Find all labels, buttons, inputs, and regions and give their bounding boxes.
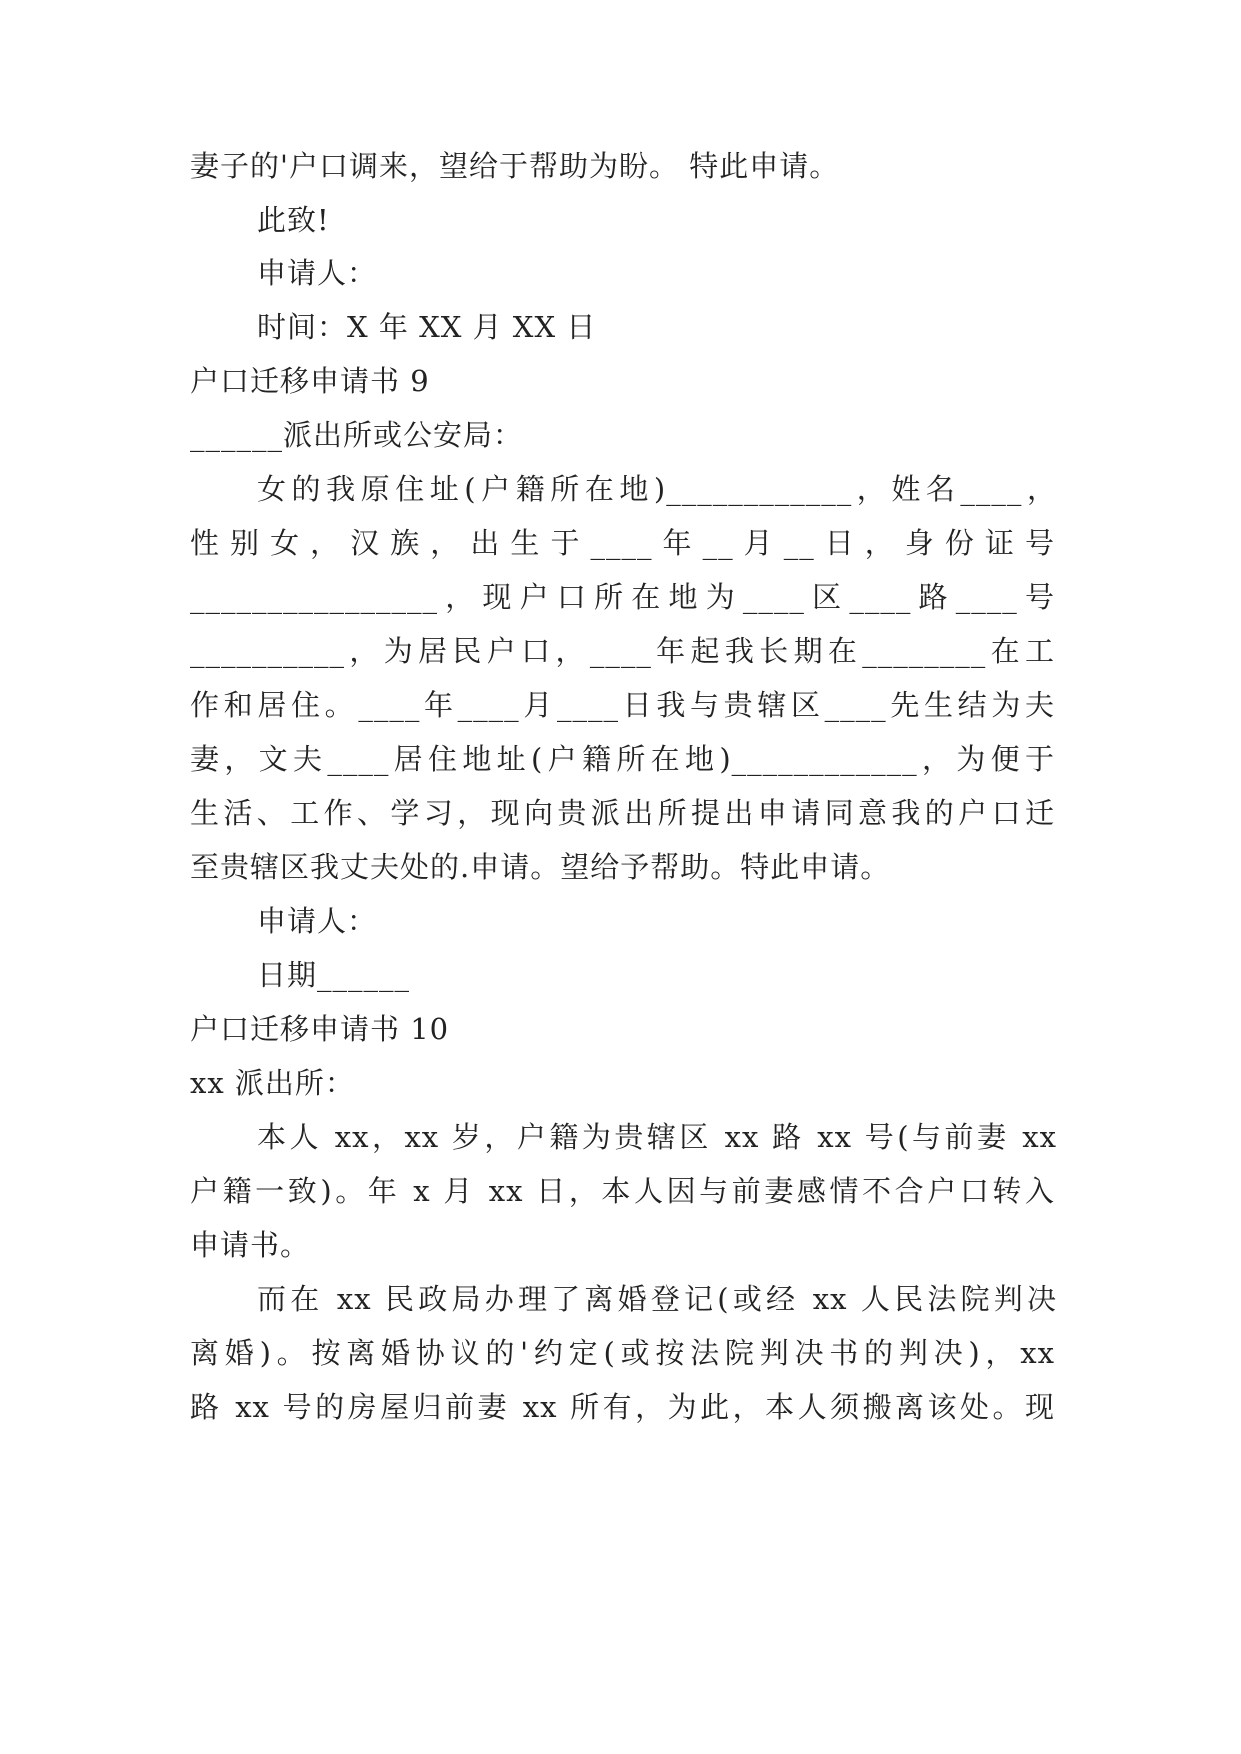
- text-line: 妻子的'户口调来，望给于帮助为盼。 特此申请。: [190, 149, 840, 183]
- text-line: 作和居住。____年____月____日我与贵辖区____先生结为夫: [190, 688, 1055, 722]
- text-line: 生活、工作、学习，现向贵派出所提出申请同意我的户口迁: [190, 796, 1055, 830]
- text-line: 申请人：: [257, 904, 378, 938]
- text-line: 路 xx 号的房屋归前妻 xx 所有，为此，本人须搬离该处。现: [190, 1390, 1055, 1424]
- text-line: ______派出所或公安局：: [190, 418, 524, 452]
- text-line: 日期______: [257, 958, 411, 992]
- text-line: 时间：X 年 XX 月 XX 日: [257, 310, 597, 344]
- text-line: 户籍一致)。年 x 月 xx 日，本人因与前妻感情不合户口转入: [190, 1174, 1055, 1208]
- text-line: xx 派出所：: [190, 1066, 355, 1100]
- text-line: 本人 xx，xx 岁，户籍为贵辖区 xx 路 xx 号(与前妻 xx: [257, 1120, 1057, 1154]
- text-line: 申请书。: [190, 1228, 311, 1262]
- section-heading: 户口迁移申请书 10: [190, 1012, 450, 1046]
- text-line: 申请人：: [257, 256, 378, 290]
- section-heading: 户口迁移申请书 9: [190, 364, 430, 398]
- text-line: 而在 xx 民政局办理了离婚登记(或经 xx 人民法院判决: [257, 1282, 1057, 1316]
- text-line: 至贵辖区我丈夫处的.申请。望给予帮助。特此申请。: [190, 850, 891, 884]
- text-line: ________________，现户口所在地为____区____路____号: [190, 580, 1055, 614]
- text-line: __________，为居民户口，____年起我长期在________在工: [190, 634, 1055, 668]
- text-line: 离婚)。按离婚协议的'约定(或按法院判决书的判决)，xx: [190, 1336, 1055, 1370]
- text-line: 妻，文夫____居住地址(户籍所在地)____________，为便于: [190, 742, 1055, 776]
- text-line: 性别女，汉族，出生于____年__月__日，身份证号: [190, 526, 1055, 560]
- text-line: 女的我原住址(户籍所在地)____________，姓名____，: [257, 472, 1057, 506]
- text-line: 此致!: [257, 203, 330, 237]
